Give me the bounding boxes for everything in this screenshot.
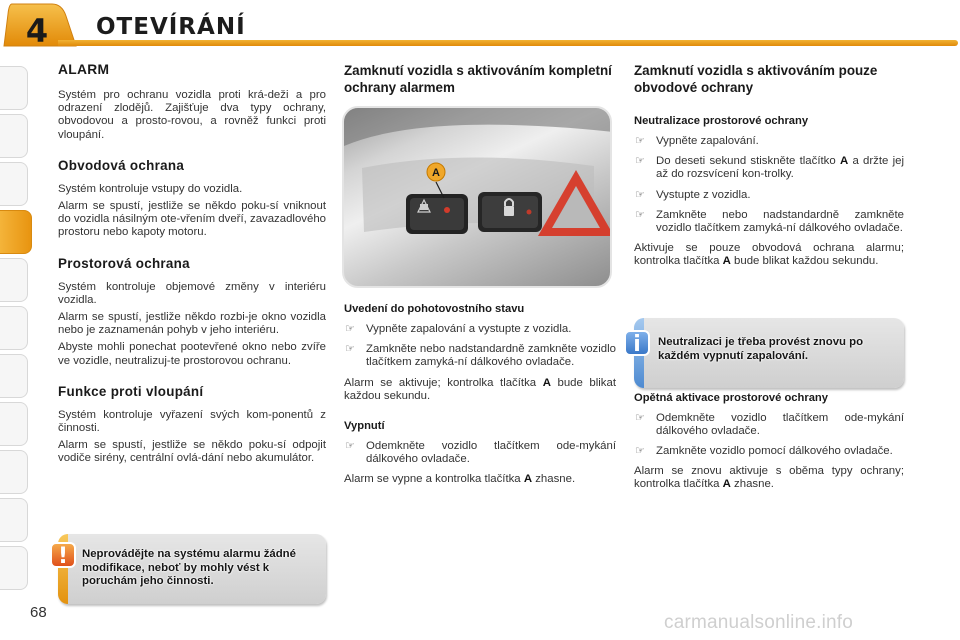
pointing-finger-icon: ☞ [635,135,645,147]
volumetric-text-3: Abyste mohli ponechat pootevřené okno nebo zvíře ve vozidle, neutralizuj-te prostorovou ochranu. [58,341,326,367]
full-protection-heading: Zamknutí vozidla s aktivováním kompletní ochrany alarmem [344,63,612,95]
info-note-text: Neutralizaci je třeba provést znovu po každém vypnutí zapalování. [658,336,864,362]
column-full-protection [344,62,616,491]
volumetric-text-2: Alarm se spustí, jestliže někdo rozbi-je okno vozidla nebo je zaznamenán pohyb v jeho interiéru. [58,311,326,337]
list-item: ☞ Vystupte z vozidla. [635,188,751,201]
chapter-index-tab[interactable] [0,546,28,590]
volumetric-text-1: Systém kontroluje objemové změny v interiéru vozidla. [58,280,326,306]
alarm-button-photo [342,106,612,288]
pointing-finger-icon: ☞ [635,155,645,168]
pointing-finger-icon: ☞ [345,323,355,335]
standby-heading: Uvedení do pohotovostního stavu [344,303,525,315]
chapter-index-tab[interactable] [0,114,28,158]
off-heading: Vypnutí [344,420,385,433]
standby-list [344,323,616,370]
page-title: OTEVÍRÁNÍ [96,14,246,40]
list-item: ☞ Odemkněte vozidlo tlačítkem ode-mykání dálkového ovladače. [635,411,904,437]
chapter-number-tab [0,0,78,62]
perimeter-only-heading: Zamknutí vozidla s aktivováním pouze obvodové ochrany [634,63,878,95]
watermark: carmanualsonline.info [664,612,854,633]
list-item: ☞ Odemkněte vozidlo tlačítkem ode-mykání dálkového ovladače. [345,440,616,466]
header-bar [58,40,958,46]
antitheft-heading: Funkce proti vloupání [58,383,204,399]
key-label-a: A [722,478,731,491]
neutralize-heading: Neutralizace prostorové ochrany [634,115,809,127]
reactivate-heading: Opětná aktivace prostorové ochrany [634,391,828,404]
column-perimeter-only [634,62,904,496]
list-item: ☞ Zamkněte nebo nadstandardně zamkněte vozidlo tlačítkem zamyká-ní dálkového ovladače. [345,343,616,369]
list-item: ☞ Vypněte zapalování. [635,135,759,147]
chapter-index-tab[interactable] [0,258,28,302]
pointing-finger-icon: ☞ [635,188,645,201]
chapter-index [0,62,34,582]
perimeter-heading: Obvodová ochrana [58,157,185,173]
pointing-finger-icon: ☞ [345,440,355,453]
alarm-heading: ALARM [58,62,110,77]
chapter-index-tab[interactable] [0,450,28,494]
list-item: ☞ Zamkněte vozidlo pomocí dálkového ovladače. [635,445,893,458]
warning-icon: ! [50,542,76,568]
info-icon: i [624,330,650,356]
key-label-a: A [523,473,533,486]
alarm-text: Systém pro ochranu vozidla proti krá-deži a pro odrazení zlodějů. Zajišťuje dva typy ochrany, obvodovou a prosto-rovou, a rovněž funkci proti vloupání. [58,89,326,141]
chapter-number: 4 [25,12,49,50]
list-item: ☞ Do deseti sekund stiskněte tlačítko A a držte jej až do rozsvícení kon-trolky. [635,155,904,181]
pointing-finger-icon: ☞ [635,208,645,221]
chapter-index-tab[interactable] [0,402,28,446]
perimeter-text-2: Alarm se spustí, jestliže se někdo poku-sí vniknout do vozidla násilným ote-vřením dveří, zavazadlového prostoru nebo kapoty motoru. [58,200,326,239]
key-label-a: A [542,376,551,389]
antitheft-text-1: Systém kontroluje vyřazení svých kom-ponentů z činnosti. [58,408,326,435]
reactivate-list [634,412,904,459]
off-list [344,440,616,466]
callout-letter: A [432,167,440,179]
page-number: 68 [30,604,47,621]
chapter-index-tab[interactable] [0,306,28,350]
reactivate-result: Alarm se znovu aktivuje s oběma typy ochrany; kontrolka tlačítka A zhasne. [634,465,904,491]
warning-note-text: Neprovádějte na systému alarmu žádné modifikace, neboť by mohly vést k poruchám jeho činnosti. [82,548,296,588]
neutralize-result: Aktivuje se pouze obvodová ochrana alarmu; kontrolka tlačítka A bude blikat každou sekundu. [634,242,904,268]
neutralize-list [634,135,904,235]
info-note [634,318,904,388]
chapter-index-tab-active[interactable] [0,210,32,254]
pointing-finger-icon: ☞ [345,343,355,356]
chapter-index-tab[interactable] [0,66,28,110]
column-alarm [58,62,326,470]
key-label-a: A [839,155,849,168]
antitheft-text-2: Alarm se spustí, jestliže se někdo poku-sí odpojit vodiče sirény, centrální ovlá-dání nebo akumulátor. [58,439,326,465]
pointing-finger-icon: ☞ [635,411,645,424]
key-label-a: A [722,255,731,268]
standby-result: Alarm se aktivuje; kontrolka tlačítka A bude blikat každou sekundu. [344,376,616,402]
list-item: ☞ Vypněte zapalování a vystupte z vozidla. [345,323,572,335]
pointing-finger-icon: ☞ [635,445,645,458]
chapter-index-tab[interactable] [0,354,28,398]
chapter-index-tab[interactable] [0,498,28,542]
volumetric-heading: Prostorová ochrana [58,255,190,271]
chapter-index-tab[interactable] [0,162,28,206]
list-item: ☞ Zamkněte nebo nadstandardně zamkněte vozidlo tlačítkem zamyká-ní dálkového ovladače. [635,208,904,235]
warning-note [58,534,326,604]
off-result: Alarm se vypne a kontrolka tlačítka A zhasne. [344,473,576,486]
perimeter-text-1: Systém kontroluje vstupy do vozidla. [58,182,243,195]
